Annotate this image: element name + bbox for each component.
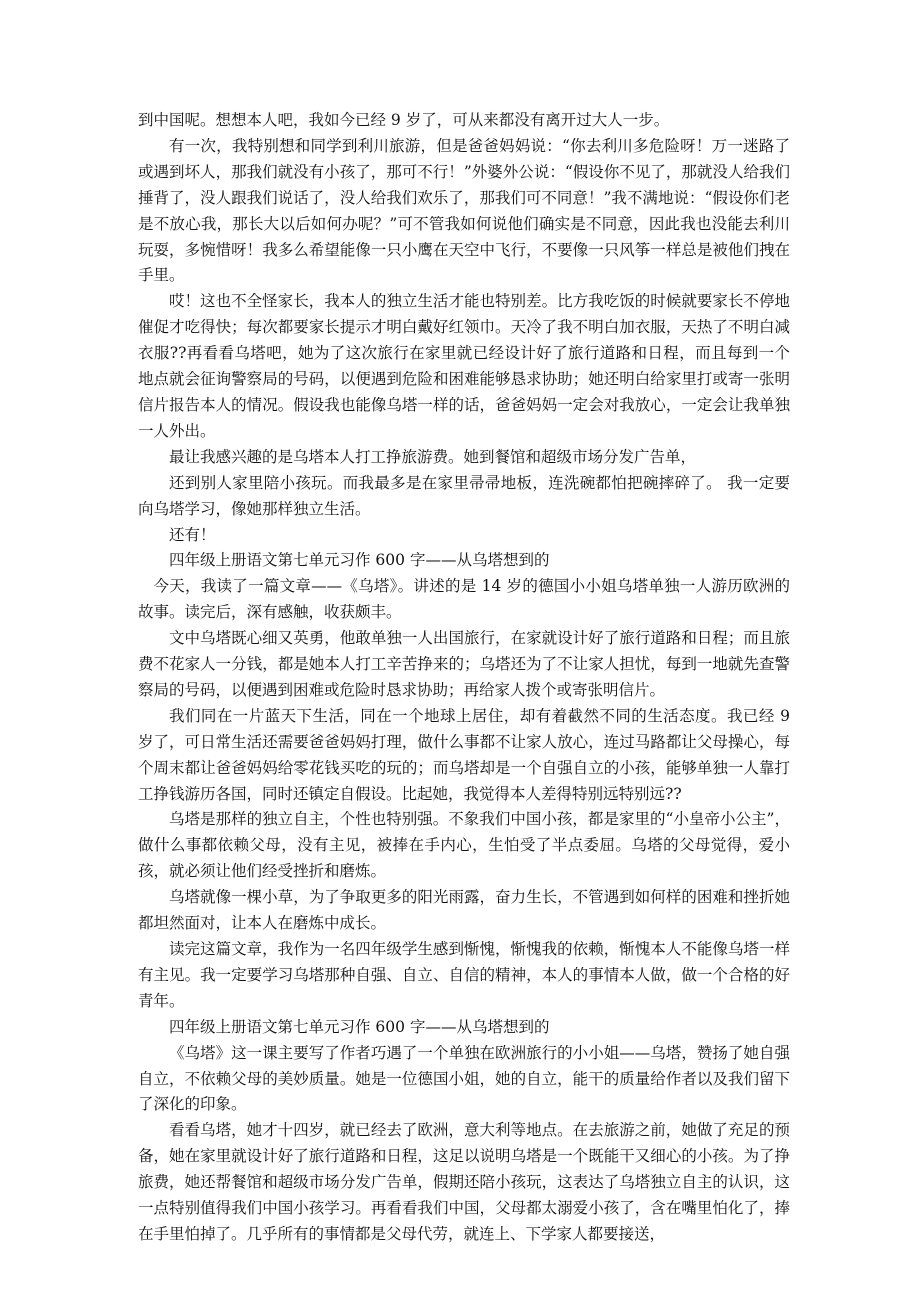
paragraph-3: 最让我感兴趣的是乌塔本人打工挣旅游费。她到餐馆和超级市场分发广告单， xyxy=(169,447,697,466)
paragraph-12: 读完这篇文章，我作为一名四年级学生感到惭愧，惭愧我的依赖，惭愧本人不能像乌塔一样有主见。我一定要学习乌塔那种自强、自立、自信的精神，本人的事情本人做，做一个合格的好青年。 xyxy=(138,940,790,1010)
paragraph-5: 还有！ xyxy=(169,525,216,544)
paragraph-0: 到中国呢。想想本人吧，我如今已经 9 岁了，可从来都没有离开过大人一步。 xyxy=(138,111,670,129)
section-heading-1: 四年级上册语文第七单元习作 600 字——从乌塔想到的 xyxy=(169,551,550,570)
document-page xyxy=(138,108,790,1248)
paragraph-11: 乌塔就像一棵小草，为了争取更多的阳光雨露，奋力生长，不管遇到如何样的困难和挫折她都坦然面对，让本人在磨炼中成长。 xyxy=(138,888,790,933)
paragraph-15: 看看乌塔，她才十四岁，就已经去了欧洲，意大利等地点。在去旅游之前，她做了充足的预备，她在家里就设计好了旅行道路和日程，这足以说明乌塔是一个既能干又细心的小孩。为了挣旅费，她还帮餐馆和超级市场分发广告单，假期还陪小孩玩，这表达了乌塔独立自主的认识，这一点特别值得我们中国小孩学习。再看看我们中国，父母都太溺爱小孩了，含在嘴里怕化了，捧在手里怕掉了。几乎所有的事情都是父母代劳，就连上、下学家人都要接送， xyxy=(138,1121,790,1243)
paragraph-4: 还到别人家里陪小孩玩。而我最多是在家里帚帚地板，连洗碗都怕把碗摔碎了。 我一定要向乌塔学习，像她那样独立生活。 xyxy=(138,473,790,518)
paragraph-14: 《乌塔》这一课主要写了作者巧遇了一个单独在欧洲旅行的小小姐——乌塔，赞扬了她自强自立，不依赖父母的美妙质量。她是一位德国小姐，她的自立，能干的质量给作者以及我们留下了深化的印象。 xyxy=(138,1043,790,1114)
paragraph-9: 我们同在一片蓝天下生活，同在一个地球上居住，却有着截然不同的生活态度。我已经 9 岁了，可日常生活还需要爸爸妈妈打理，做什么事都不让家人放心，连过马路都让父母操心，每个周末都让爸爸妈妈给零花钱买吃的玩的；而乌塔却是一个自强自立的小孩，能够单独一人靠打工挣钱游历各国，同时还镇定自假设。比起她，我觉得本人差得特别远特别远?? xyxy=(138,706,790,803)
section-heading-2: 四年级上册语文第七单元习作 600 字——从乌塔想到的 xyxy=(169,1017,550,1036)
paragraph-7: 今天，我读了一篇文章——《乌塔》。讲述的是 14 岁的德国小小姐乌塔单独一人游历欧洲的故事。读完后，深有感触，收获颇丰。 xyxy=(138,577,790,622)
paragraph-8: 文中乌塔既心细又英勇，他敢单独一人出国旅行，在家就设计好了旅行道路和日程；而且旅费不花家人一分钱，都是她本人打工辛苦挣来的；乌塔还为了不让家人担忧，每到一地就先查警察局的号码，以便遇到困难或危险时恳求协助；再给家人拨个或寄张明信片。 xyxy=(138,629,790,699)
paragraph-10: 乌塔是那样的独立自主，个性也特别强。不象我们中国小孩，都是家里的“小皇帝小公主”，做什么事都依赖父母，没有主见，被捧在手内心，生怕受了半点委屈。乌塔的父母觉得，爱小孩，就必须让他们经受挫折和磨炼。 xyxy=(138,810,790,881)
paragraph-1: 有一次，我特别想和同学到利川旅游，但是爸爸妈妈说：“你去利川多危险呀！万一迷路了或遇到坏人，那我们就没有小孩了，那可不行！”外婆外公说：“假设你不见了，那就没人给我们捶背了，没人跟我们说话了，没人给我们欢乐了，那我们可不同意！”我不满地说：“假设你们老是不放心我，那长大以后如何办呢？”可不管我如何说他们确实是不同意，因此我也没能去利川玩耍，多惋惜呀！我多么希望能像一只小鹰在天空中飞行，不要像一只风筝一样总是被他们拽在手里。 xyxy=(138,136,790,285)
paragraph-2: 哎！这也不全怪家长，我本人的独立生活才能也特别差。比方我吃饭的时候就要家长不停地催促才吃得快；每次都要家长提示才明白戴好红领巾。天冷了我不明白加衣服，天热了不明白减衣服??再看看乌塔吧，她为了这次旅行在家里就已经设计好了旅行道路和日程，而且每到一个地点就会征询警察局的号码，以便遇到危险和困难能够恳求协助；她还明白给家里打或寄一张明信片报告本人的情况。假设我也能像乌塔一样的话，爸爸妈妈一定会对我放心，一定会让我单独一人外出。 xyxy=(138,292,790,440)
